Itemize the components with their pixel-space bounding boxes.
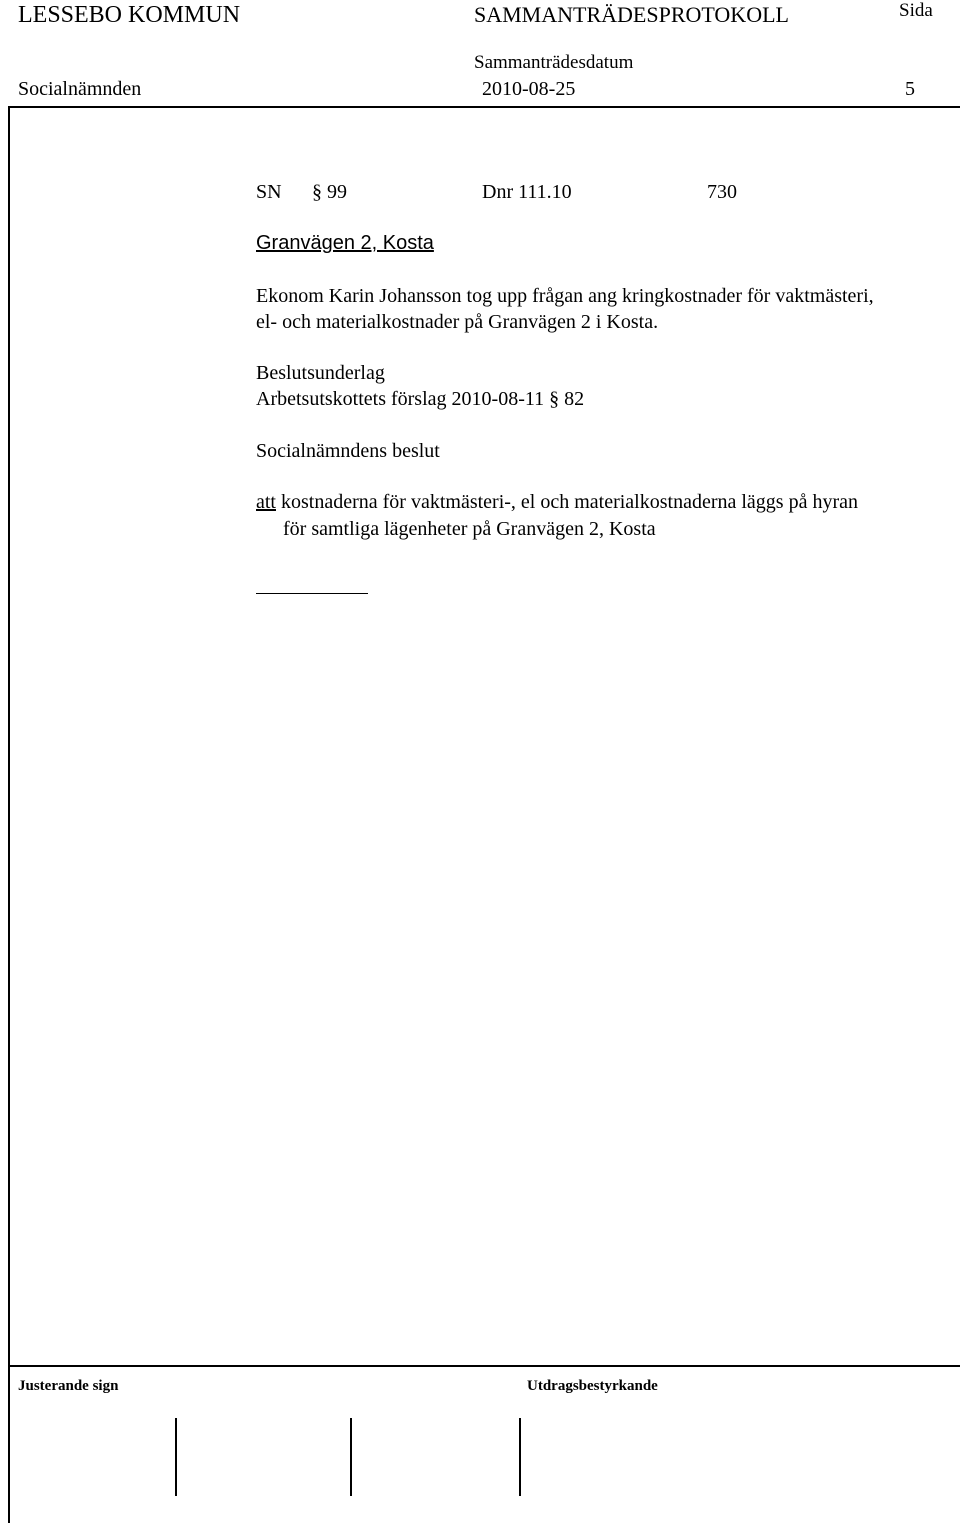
document-title: SAMMANTRÄDESPROTOKOLL bbox=[474, 2, 789, 27]
page-label: Sida bbox=[899, 0, 933, 21]
decision-label: Socialnämndens beslut bbox=[256, 440, 440, 462]
committee-name: Socialnämnden bbox=[18, 78, 142, 100]
description-line-2: el- och materialkostnader på Granvägen 2 i Kosta. bbox=[256, 311, 659, 333]
decision-line-2: för samtliga lägenheter på Granvägen 2, Kosta bbox=[283, 518, 656, 540]
description-line-1: Ekonom Karin Johansson tog upp frågan ang kringkostnader för vaktmästeri, bbox=[256, 285, 874, 307]
case-code: 730 bbox=[707, 181, 737, 203]
page-number: 5 bbox=[905, 78, 915, 100]
signature-line-1 bbox=[175, 1418, 177, 1496]
paragraph-reference: § 99 bbox=[312, 181, 347, 203]
signature-line-2 bbox=[350, 1418, 352, 1496]
basis-text: Arbetsutskottets förslag 2010-08-11 § 82 bbox=[256, 388, 585, 410]
sn-label: SN bbox=[256, 181, 282, 203]
meeting-date-label: Sammanträdesdatum bbox=[474, 52, 634, 73]
organization-name: LESSEBO KOMMUN bbox=[18, 2, 241, 28]
meeting-date: 2010-08-25 bbox=[482, 78, 576, 100]
decision-text-1: kostnaderna för vaktmästeri-, el och materialkostnaderna läggs på hyran bbox=[281, 491, 859, 513]
basis-label: Beslutsunderlag bbox=[256, 362, 385, 384]
left-margin-rule bbox=[8, 106, 10, 1523]
footer-divider bbox=[8, 1365, 960, 1367]
decision-att: att bbox=[256, 491, 276, 513]
signature-line-3 bbox=[519, 1418, 521, 1496]
end-of-section-rule bbox=[256, 593, 368, 594]
decision-line-1 bbox=[256, 491, 858, 514]
dnr-reference: Dnr 111.10 bbox=[482, 181, 572, 203]
utdragsbestyrkande-label: Utdragsbestyrkande bbox=[527, 1378, 658, 1394]
justerande-sign-label: Justerande sign bbox=[18, 1378, 119, 1394]
item-title: Granvägen 2, Kosta bbox=[256, 232, 434, 254]
header-divider bbox=[8, 106, 960, 108]
